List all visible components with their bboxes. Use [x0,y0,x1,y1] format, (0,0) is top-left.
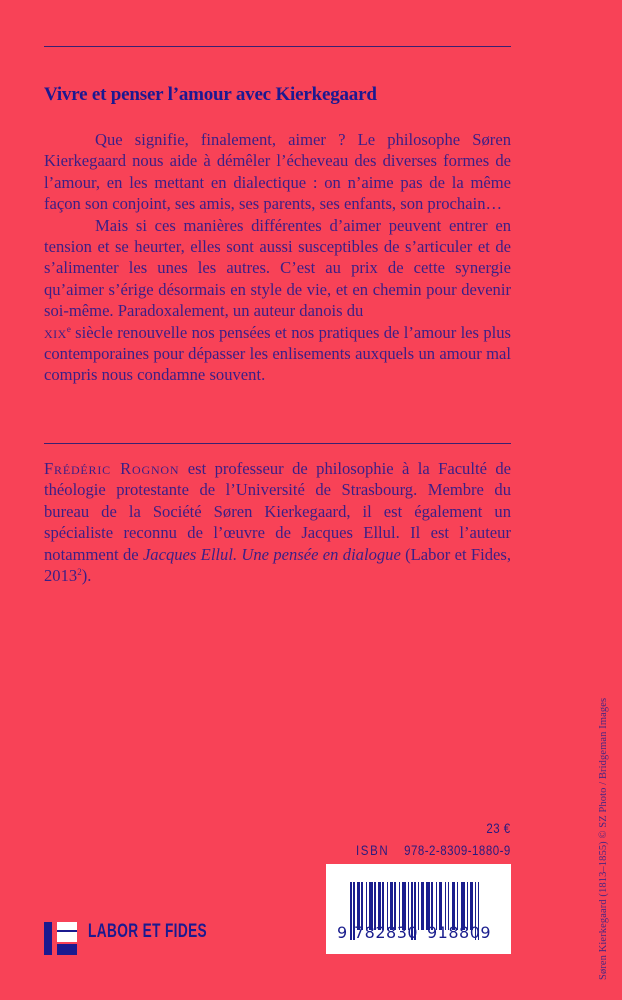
barcode [326,864,511,954]
isbn-label: ISBN [356,842,390,858]
blurb-paragraph-2-start: Mais si ces manières différentes d’aimer peuvent entrer en tension et se heurter, elles sont aussi susceptibles de s’articuler et de s’alimenter les unes les autres. C’est au prix de cette synergie qu’aimer s’érige désormais en style de vie, et en chemin pour devenir soi-même. Paradoxalement, un auteur danois du [44,215,511,321]
century-suffix: e [66,323,71,334]
publisher-logo-icon [44,921,90,956]
middle-rule [44,443,511,444]
barcode-first-digit: 9 [337,923,348,942]
isbn-line [356,842,511,858]
author-name: Frédéric Rognon [44,459,180,478]
publisher-name: LABOR ET FIDES [88,921,208,942]
century-roman: xix [44,322,67,342]
author-bio-end: ). [81,566,92,586]
top-rule [44,46,511,47]
blurb-text [44,129,511,386]
author-bio [44,458,511,586]
author-bio-text: est professeur de philosophie à la Faculté de théologie protestante de l’Université de Strasbourg. Membre du bureau de la Société Søren Kierkegaard, il est également un spécialiste reconnu de l’œuvre de Jacques Ellul. Il est l’auteur notamment de [44,459,511,564]
price: 23 € [486,820,511,836]
barcode-left-group: 782830 [354,923,419,942]
book-title: Jacques Ellul. Une pensée en dialogue [142,544,401,564]
blurb-paragraph-2-end: siècle renouvelle nos pensées et nos pratiques de l’amour les plus contemporaines pour dépasser les enlisements auxquels un amour mal compris nous condamne souvent. [44,322,511,385]
isbn-number: 978-2-8309-1880-9 [404,842,511,858]
author-bio-paragraph [44,458,511,586]
publisher-logo [44,921,224,961]
blurb-paragraph-1: Que signifie, finalement, aimer ? Le philosophe Søren Kierkegaard nous aide à démêler l’écheveau des diverses formes de l’amour, en les mettant en dialectique : on n’aime pas de la même façon son conjoint, ses amis, ses parents, ses enfants, son prochain… [44,130,511,214]
blurb-title: Vivre et penser l’amour avec Kierkegaard [44,84,377,105]
photo-credit: Søren Kierkegaard (1813–1855) © SZ Photo / Bridgeman Images [598,697,609,980]
blurb-paragraph-2 [44,215,511,386]
edition-number: 2 [77,567,82,578]
barcode-right-group: 918809 [427,923,492,942]
author-bio-publisher: (Labor et Fides, 2013 [44,544,511,586]
